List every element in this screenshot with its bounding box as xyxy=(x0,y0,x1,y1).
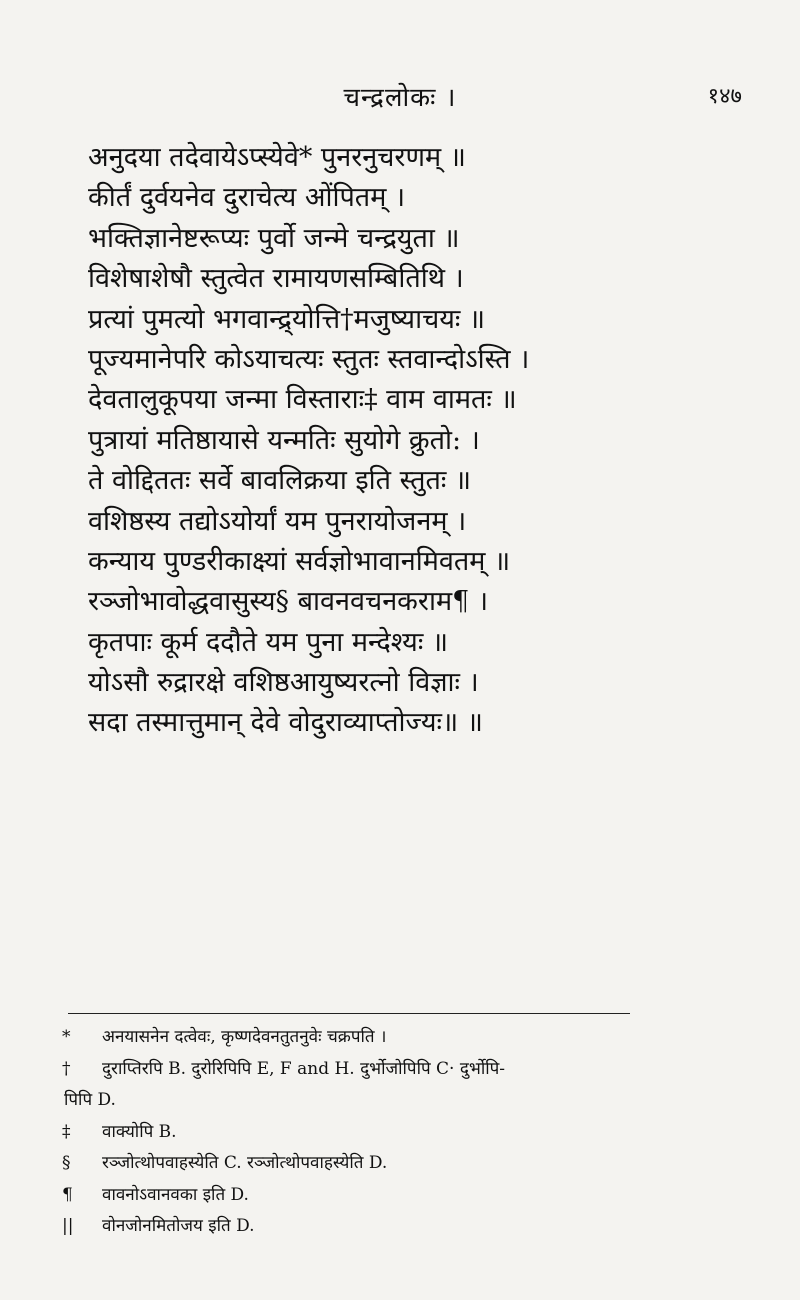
footnote xyxy=(62,1211,762,1243)
footnote-mark: * xyxy=(62,1027,71,1047)
footnote xyxy=(62,1022,762,1054)
page-number: १४७ xyxy=(707,84,742,109)
footnote-mark: || xyxy=(62,1216,74,1236)
verse-line: कृतपाः कूर्म ददौते यम पुना मन्देश्यः ॥ xyxy=(88,626,449,658)
verse-line: रञ्जोभावोद्धवासुस्य§ बावनवचनकराम¶ । xyxy=(88,586,489,618)
footnote-rule xyxy=(68,1013,630,1014)
footnote-text: वाक्योपि B. xyxy=(102,1121,177,1142)
footnote xyxy=(62,1148,762,1180)
verse-line: विशेषाशेषौ स्तुत्वेत रामायणसम्बितिथि । xyxy=(88,263,464,295)
verse-line: पुत्रायां मतिष्ठायासे यन्मतिः सुयोगे क्रुतो: । xyxy=(88,424,480,456)
page-header xyxy=(0,78,800,118)
verse-block xyxy=(88,138,728,744)
footnote-mark: ‡ xyxy=(62,1121,71,1142)
footnotes xyxy=(62,1022,762,1243)
footnote-text: रञ्जोत्थोपवाहस्येति C. रञ्जोत्थोपवाहस्येति D. xyxy=(102,1153,388,1173)
verse-line: योऽसौ रुद्रारक्षे वशिष्ठआयुष्यरत्नो विज्ञाः । xyxy=(88,667,479,699)
footnote-text: वावनोऽवानवका इति D. xyxy=(102,1184,249,1205)
footnote xyxy=(62,1117,762,1149)
footnote-text: दुराप्तिरपि B. दुरोरिपिपि E, F and H. दुर्भोजोपिपि C· दुर्भोपि- xyxy=(102,1058,506,1079)
footnote xyxy=(62,1180,762,1212)
footnote-text: पिपि D. xyxy=(64,1090,116,1110)
verse-line: पूज्यमानेपरि कोऽयाचत्यः स्तुतः स्तवान्दोऽस्ति । xyxy=(88,343,530,375)
footnote-mark: § xyxy=(62,1153,71,1173)
footnote-text: अनयासनेन दत्वेवः, कृष्णदेवनतुतनुवेः चक्रपति । xyxy=(102,1027,387,1047)
footnote-mark: † xyxy=(62,1058,71,1079)
verse-line: कीर्तं दुर्वयनेव दुराचेत्य ओंपितम् । xyxy=(88,182,406,214)
footnote xyxy=(62,1054,762,1086)
verse-line: अनुदया तदेवायेऽप्स्येवे* पुनरनुचरणम् ॥ xyxy=(88,142,466,173)
verse-line: प्रत्यां पुमत्यो भगवान्द्र्योत्ति†मजुष्याचयः ॥ xyxy=(88,303,486,335)
running-title: चन्द्रलोकः । xyxy=(343,83,457,113)
verse-line: वशिष्ठस्य तद्योऽयोर्यां यम पुनरायोजनम् । xyxy=(88,505,467,537)
verse-line: सदा तस्मात्तुमान् देवे वोदुराव्याप्तोज्यः॥ ॥ xyxy=(88,707,483,739)
verse-line: कन्याय पुण्डरीकाक्ष्यां सर्वज्ञोभावानमिवतम् ॥ xyxy=(88,545,511,577)
footnote-continuation xyxy=(62,1085,762,1117)
verse-line: भक्तिज्ञानेष्टरूप्यः पुर्वो जन्मे चन्द्रयुता ॥ xyxy=(88,222,460,254)
footnote-mark: ¶ xyxy=(62,1184,73,1205)
verse-line: देवतालुकूपया जन्मा विस्ताराः‡ वाम वामतः ॥ xyxy=(88,384,517,416)
footnote-text: वोनजोनमितोजय इति D. xyxy=(102,1216,255,1236)
verse-line: ते वोद्दिततः सर्वे बावलिक्रया इति स्तुतः ॥ xyxy=(88,465,472,497)
